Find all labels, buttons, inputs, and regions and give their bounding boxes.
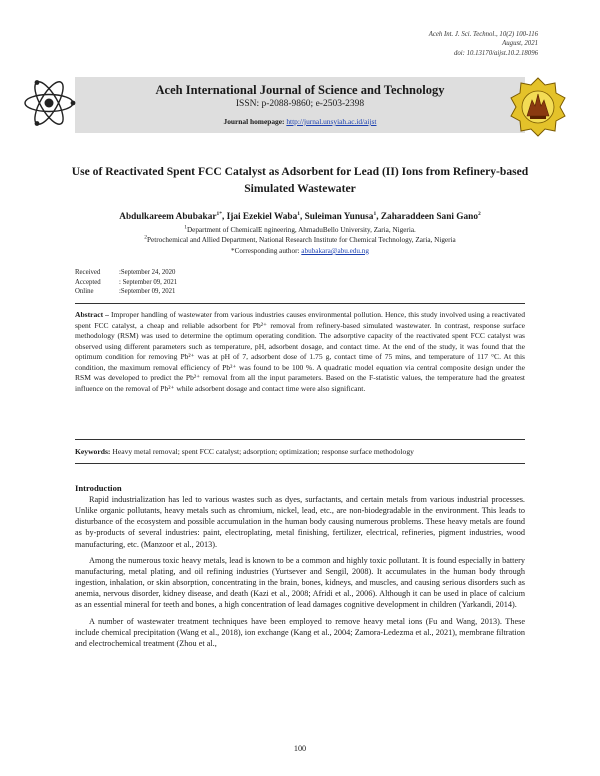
page-number: 100: [293, 744, 307, 753]
abstract: [75, 310, 525, 394]
keywords-text: Heavy metal removal; spent FCC catalyst; adsorption; optimization; response surface methodology: [112, 447, 414, 456]
paragraph-1: Rapid industrialization has led to various wastes such as dyes, surfactants, and certain metals from various industrial processes. Unlike organic pollutants, heavy metals such as chromium, nickel, lead, etc., are non-biodegradable in the environment. This leads to disturbance of the ecosystem and possible accumulation in the human body causing numerous problems. These heavy metals are found as by-products of several industries: paint, electroplating, metal finishing, fertilizer, electrical, refineries, pigment industries, wood manufacturing, etc. (Manzoor et al., 2013).: [75, 495, 525, 549]
citation-journal: Aceh Int. J. Sci. Technol., 10(2) 100-116: [428, 31, 538, 38]
author-separator: ,: [299, 212, 305, 222]
date-online: Online :September 09, 2021: [75, 288, 176, 296]
author-name: Abdulkareem Abubakar: [119, 212, 217, 222]
atom-logo-icon: [22, 68, 76, 138]
paragraph-3: A number of wastewater treatment techniques have been employed to remove heavy metal ions (Fu and Wang, 2013). These include chemical precipitation (Wang et al., 2018), ion exchange (Kang et al., 2004; Zamora-Ledezma et al., 2021), membrane filtration and electrochemical treatment (Zhou et al.,: [75, 616, 525, 648]
keywords-label: Keywords:: [75, 447, 111, 456]
affiliations: [60, 225, 540, 256]
homepage-link[interactable]: http://jurnal.unsyiah.ac.id/aijst: [286, 117, 377, 126]
journal-title: Aceh International Journal of Science and Technology: [155, 83, 445, 97]
divider-middle: [75, 439, 525, 440]
author-list: [60, 212, 540, 222]
introduction-heading: Introduction: [75, 483, 122, 493]
university-seal-icon: [508, 76, 568, 138]
corresponding-author: *Corresponding author: abubakara@abu.edu.ng: [231, 246, 369, 255]
citation-doi: doi: 10.13170/aijst.10.2.18096: [453, 49, 538, 57]
author-3: [305, 212, 381, 222]
divider-bottom: [75, 463, 525, 464]
author-1: [119, 212, 226, 222]
abstract-label: Abstract –: [75, 310, 109, 319]
abstract-text: Improper handling of wastewater from various industries causes environmental pollution. Hence, this study involved using a reactivated spent FCC catalyst, a cheap and reliable adsorbent for Pb²⁺ removal from refinery-based simulated wastewater. In contrast, response surface methodology (RSM) was used to determine the optimum operating condition. The adsorptive capacity of the reactivated spent FCC catalyst was observed using different parameters such as temperature, pH, adsorbent dosage, and contact time. At the end of the study, it was found that the optimum condition for removing Pb²⁺ was at pH of 7, adsorbent dose of 1.75 g, contact time of 75 mins, and temperature of 117 °C. At this condition, the maximum removal efficiency of Pb²⁺ was found to be 100 %. A quadratic model equation via central composite design under the RSM was developed to predict the Pb²⁺ removal from all the input parameters. Based on the F-statistic values, the temperature had the greatest influence on the removal of Pb²⁺ while adsorbent dosage and contact time were also significant.: [75, 310, 525, 393]
date-accepted: Accepted : September 09, 2021: [75, 278, 178, 286]
author-name: Ijai Ezekiel Waba: [226, 212, 298, 222]
affiliation-1: $^1$Department of ChemicalE ngineering, AhmaduBello University, Zaria, Nigeria.: [184, 224, 416, 234]
paragraph-2: Among the numerous toxic heavy metals, lead is known to be a common and highly toxic pollutant. It is found especially in battery manufacturing, metal plating, and oil refining industries (Yurtsever and Sengil, 2008). It accumulates in the human body through ingestion, inhalation, or skin absorption, concentrating in the brain, bones, kidneys, and muscles, and causing serious disorders such as anemia, nervous disorder, kidney disease, and death (Kazi et al., 2008; Afridi et al., 2006). Although it can be used in place of calcium as an essential mineral for teeth and bones, a high concentration of lead damages cognitive development in children (Yarkandi, 2014).: [75, 555, 525, 610]
author-name: Zaharaddeen Sani Gano: [380, 212, 478, 222]
author-4: [381, 212, 481, 222]
affiliation-2: $^2$Petrochemical and Allied Department, National Research Institute for Chemical Technology, Zaria, Nigeria: [144, 235, 456, 245]
citation-block: [429, 30, 538, 58]
article-dates: [75, 268, 177, 297]
author-name: Suleiman Yunusa: [304, 212, 374, 222]
author-sup: 1: [297, 210, 300, 217]
author-sup: 1: [373, 210, 377, 217]
author-separator: ,: [376, 212, 381, 222]
introduction-body: [75, 494, 525, 654]
journal-homepage: [75, 117, 525, 126]
date-received: Received :September 24, 2020: [75, 269, 176, 276]
author-separator: ,: [221, 212, 227, 222]
homepage-label: Journal homepage:: [223, 117, 285, 126]
corresponding-email-link[interactable]: abubakara@abu.edu.ng: [301, 246, 369, 255]
citation-date: August, 2021: [502, 40, 538, 48]
author-sup: 2: [478, 210, 481, 217]
author-sup: 1*: [216, 210, 222, 217]
author-2: [227, 212, 305, 222]
keywords: [75, 447, 525, 458]
divider-top: [75, 303, 525, 304]
journal-issn: ISSN: p-2088-9860; e-2503-2398: [235, 99, 365, 109]
paper-title: Use of Reactivated Spent FCC Catalyst as Adsorbent for Lead (II) Ions from Refinery-based Simulated Wastewater: [71, 165, 529, 195]
